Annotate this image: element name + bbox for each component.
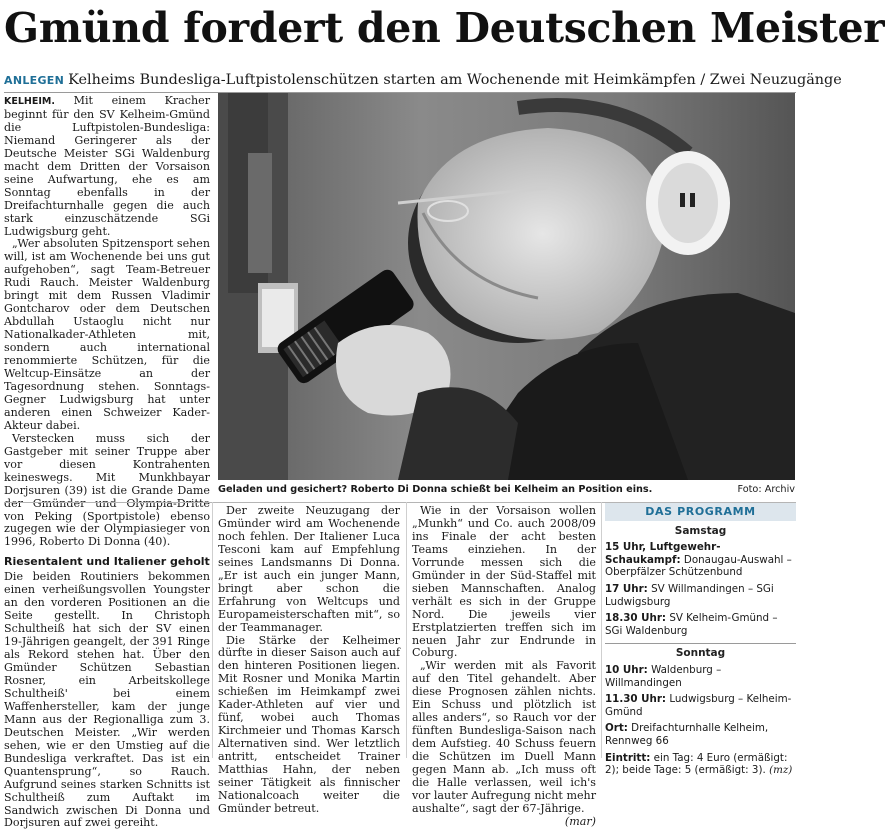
shooter-photo-illustration [218,93,795,480]
article-column-2 [218,504,400,815]
subtitle-line [4,70,842,91]
subtitle: Kelheims Bundesliga-Luftpistolenschützen starten am Wochenende mit Heimkämpfen / Zwei Neuzugänge [68,72,842,88]
admission-entry: Eintritt: ein Tag: 4 Euro (ermäßigt: 2); beide Tage: 5 (ermäßigt: 3). (mz) [605,751,793,777]
article-column-1 [4,94,210,830]
paragraph: Die beiden Routiniers bekommen einen verheißungsvollen Youngster an den vorderen Positionen an die Seite gestellt. In Christoph Schultheiß hat sich der SV einen 19-Jährigen geangelt, der 391 Ringe als Rekord stehen hat. Über den Gmünder Schützen Sebastian Rosner, ein Arbeitskollege Schultheiß' bei einem Waffenhersteller, kam der junge Mann aus der Regionalliga zum 3. Deutschen Meister. „Wir werden sehen, wie er den Umstieg auf die Bundesliga verkraftet. Das ist ein Quantensprung“, so Rauch. Aufgrund seines starken Schnitts ist Schultheiß zum Auftakt im Sandwich zwischen Di Donna und Dorjsuren auf zwei gereiht. [4,570,210,830]
paragraph: „Wir werden mit als Favorit auf den Titel gehandelt. Aber diese Prognosen zählen nichts. Ein Schuss und plötzlich ist alles anders“, so Rauch vor der fünften Bundesliga-Saison nach dem Aufstieg. 40 Schuss feuern die Schützen im Duell Mann gegen Mann ab. „Ich muss oft die Halle verlassen, weil ich's vor lauter Aufregung nicht mehr aushalte“, sagt der 67-Jährige. (mar) [412,659,596,828]
schedule-entry: 18.30 Uhr: SV Kelheim-Gmünd – SGi Waldenburg [605,612,778,637]
kicker-label: ANLEGEN [4,74,65,87]
paragraph: KELHEIM. Mit einem Kracher beginnt für den SV Kelheim-Gmünd die Luftpistolen-Bundesliga: Niemand Geringerer als der Deutsche Meister SGi Waldenburg macht dem Dritten der Vorsaison seine Aufwartung, ehe es am Sonntag ebenfalls in der Dreifachturnhalle gegen die auch stark einzuschätzende SGi Ludwigsburg geht. [4,94,210,238]
schedule-entry: 10 Uhr: Waldenburg – Willmandingen [605,663,722,689]
schedule-entry: 17 Uhr: SV Willmandingen – SGi Ludwigsburg [605,582,774,608]
venue-entry: Ort: Dreifachturnhalle Kelheim, Rennweg 66 [605,722,769,747]
subheading: Riesentalent und Italiener geholt [4,555,210,569]
article-column-3 [412,504,596,828]
article-photo [218,93,795,480]
schedule-entry: 15 Uhr, Luftgewehr-Schaukampf: Donaugau-Auswahl – Oberpfälzer Schützenbund [605,541,792,579]
paragraph: Der zweite Neuzugang der Gmünder wird am Wochenende noch fehlen. Der Italiener Luca Tesconi kam auf Empfehlung seines Landsmanns Di Donna. „Er ist auch ein junger Mann, bringt aber schon die Erfahrung von Weltcups und Europameisterschaften mit“, so der Teammanager. [218,504,400,634]
column-separator [406,502,407,758]
author-tag: (mar) [564,814,596,828]
programm-box [605,503,796,777]
photo-credit: Foto: Archiv [737,484,795,495]
day-heading-sunday: Sonntag [675,647,726,660]
box-author-tag: (mz) [769,764,793,777]
day-heading-saturday: Samstag [674,524,727,537]
paragraph: Die Stärke der Kelheimer dürfte in dieser Saison auch auf den hinteren Positionen liegen. Mit Rosner und Monika Martin schießen im Heimkampf zwei Kader-Athleten auf vier und fünf, wobei auch Thomas Kirchmeier und Thomas Karsch Alternativen sind. Wer letztlich antritt, entscheidet Trainer Matthias Hahn, der neben seiner Tätigkeit als finnischer Nationalcoach weiter die Gmünder betreut. [218,633,400,815]
paragraph: Wie in der Vorsaison wollen „Munkh“ und Co. auch 2008/09 ins Finale der acht besten Teams einziehen. In der Vorrunde messen sich die Gmünder in der Süd-Staffel mit sieben Mannschaften. Analog verhält es sich in der Gruppe Nord. Die jeweils vier Erstplatzierten treffen sich im neuen Jahr zur Endrunde in Coburg. [412,504,596,660]
box-divider [605,643,796,644]
paragraph: Verstecken muss sich der Gastgeber mit seiner Truppe aber vor diesen Kontrahenten keineswegs. Mit Munkhbayar Dorjsuren (39) ist die Grande Dame der Gmünder und Olympia-Dritte von Peking (Sportpistole) ebenso zugegen wie der Olympiasieger von 1996, Roberto Di Donna (40). [4,431,210,549]
photo-caption: Geladen und gesichert? Roberto Di Donna schießt bei Kelheim an Position eins. Foto: Archiv [218,484,795,495]
paragraph: „Wer absoluten Spitzensport sehen will, ist am Wochenende bei uns gut aufgehoben“, sagt Team-Betreuer Rudi Rauch. Meister Waldenburg bringt mit dem Russen Vladimir Gontcharov oder dem Deutschen Abdullah Ustaoglu nicht nur Nationalkader-Athleten mit, sondern auch international renommierte Schützen, für die Weltcup-Einsätze an der Tagesordnung stehen. Sonntags-Gegner Ludwigsburg hat unter anderen einen Schweizer Kader-Akteur dabei. [4,237,210,432]
column-separator [601,502,602,758]
column-separator [212,502,213,758]
programm-title: DAS PROGRAMM [605,503,796,521]
dateline: KELHEIM. [4,96,55,107]
schedule-entry: 11.30 Uhr: Ludwigsburg – Kelheim-Gmünd [605,693,792,718]
headline: Gmünd fordert den Deutschen Meister [4,4,885,52]
